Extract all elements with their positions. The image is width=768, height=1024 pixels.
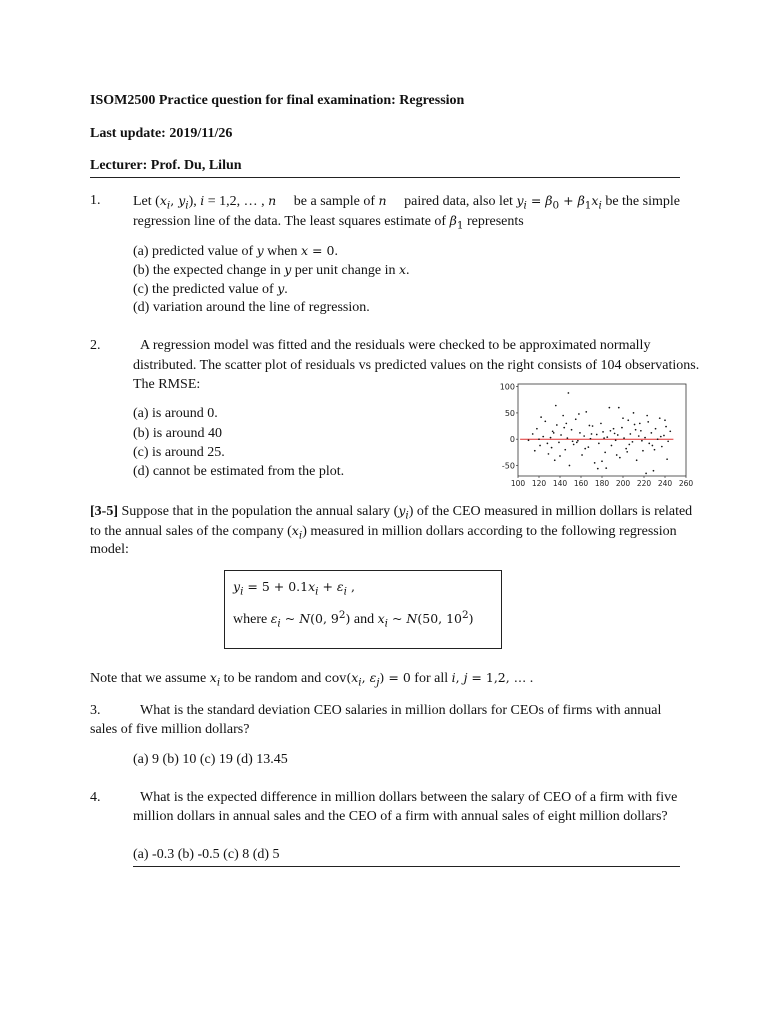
scatter-point: [552, 430, 554, 432]
q2-line1: A regression model was fitted and the residuals were checked to be approximated normally: [140, 338, 651, 353]
scatter-point: [653, 470, 655, 472]
plot-frame: [518, 384, 686, 476]
scatter-point: [559, 455, 561, 457]
scatter-point: [576, 442, 578, 444]
scatter-point: [657, 438, 659, 440]
scatter-point: [664, 419, 666, 421]
scatter-point: [538, 438, 540, 440]
scatter-point: [528, 439, 530, 441]
header-divider: [90, 177, 680, 178]
document-title: ISOM2500 Practice question for final examination: Regression: [90, 93, 465, 108]
scatter-point: [534, 450, 536, 452]
scatter-point: [619, 457, 621, 459]
scatter-point: [585, 411, 587, 413]
y-tick-label: 0: [509, 435, 515, 445]
scatter-point: [592, 425, 594, 427]
scatter-point: [618, 407, 620, 409]
x-tick-label: 100: [510, 479, 526, 488]
q4-line2: million dollars in annual sales and the CEO of a firm with annual sales of eight million dollars?: [133, 809, 668, 824]
scatter-point: [558, 442, 560, 444]
scatter-point: [573, 444, 575, 446]
q2-option-b: (b) is around 40: [133, 426, 223, 441]
scatter-point: [565, 423, 567, 425]
y-tick-label: 50: [504, 408, 515, 418]
q35-line2: to the annual sales of the company $(x_i)$ measured in million dollars according to the following regression: [90, 523, 677, 542]
scatter-point: [623, 437, 625, 439]
scatter-point: [615, 439, 617, 441]
scatter-point: [636, 459, 638, 461]
scatter-point: [564, 449, 566, 451]
q1-option-d: (d) variation around the line of regression.: [133, 300, 370, 315]
scatter-point: [594, 462, 596, 464]
scatter-point: [639, 423, 641, 425]
scatter-point: [644, 437, 646, 439]
scatter-point: [589, 425, 591, 427]
scatter-point: [550, 437, 552, 439]
scatter-point: [609, 407, 611, 409]
q1-line1: Let ($x_i$, $y_i$), i = 1,2, … , n be a sample of n paired data, also let $y_i = \beta_0 + \beta_1x_i$ be the simple: [133, 193, 680, 212]
q4-number: 4.: [90, 790, 101, 805]
scatter-point: [590, 438, 592, 440]
scatter-point: [584, 448, 586, 450]
scatter-point: [569, 465, 571, 467]
model-distribution: where $\varepsilon_i$ ~ N(0, $9^2$) and $x_i$ ~ N(50, $10^2$): [233, 609, 474, 630]
scatter-point: [655, 428, 657, 430]
scatter-point: [626, 451, 628, 453]
scatter-point: [567, 437, 569, 439]
q4-line1: What is the expected difference in million dollars between the salary of CEO of a firm with five: [140, 790, 678, 805]
q2-number: 2.: [90, 338, 101, 353]
scatter-point: [548, 453, 550, 455]
scatter-point: [666, 458, 668, 460]
scatter-point: [575, 418, 577, 420]
scatter-point: [601, 460, 603, 462]
q1-option-a: (a) predicted value of y when x = 0.: [133, 243, 338, 259]
scatter-point: [540, 416, 542, 418]
scatter-point: [554, 459, 556, 461]
scatter-point: [622, 417, 624, 419]
scatter-point: [630, 433, 632, 435]
scatter-point: [597, 468, 599, 470]
x-tick-label: 200: [615, 479, 631, 488]
q2-line3: The RMSE:: [133, 377, 201, 392]
scatter-point: [539, 445, 541, 447]
scatter-point: [611, 445, 613, 447]
x-tick-label: 120: [531, 479, 547, 488]
scatter-point: [642, 450, 644, 452]
scatter-point: [577, 440, 579, 442]
scatter-point: [605, 467, 607, 469]
scatter-point: [579, 432, 581, 434]
scatter-point: [667, 440, 669, 442]
scatter-point: [532, 433, 534, 435]
scatter-point: [625, 448, 627, 450]
scatter-point: [646, 415, 648, 417]
scatter-point: [647, 421, 649, 423]
scatter-point: [591, 433, 593, 435]
scatter-point: [581, 454, 583, 456]
q1-line2: regression line of the data. The least squares estimate of $\beta_1$ represents: [133, 213, 524, 232]
scatter-point: [627, 419, 629, 421]
scatter-point: [654, 449, 656, 451]
scatter-point: [635, 429, 637, 431]
scatter-point: [604, 451, 606, 453]
q3-options: (a) 9 (b) 10 (c) 19 (d) 13.45: [133, 752, 288, 767]
scatter-point: [606, 436, 608, 438]
model-equation: $y_i = 5 + 0.1x_i + \varepsilon_i$ ,: [233, 579, 355, 598]
scatter-point: [669, 430, 671, 432]
scatter-point: [542, 436, 544, 438]
q2-option-c: (c) is around 25.: [133, 445, 225, 460]
q2-option-d: (d) cannot be estimated from the plot.: [133, 464, 345, 479]
footer-divider: [133, 866, 680, 867]
scatter-point: [560, 434, 562, 436]
scatter-point: [562, 415, 564, 417]
scatter-point: [648, 443, 650, 445]
q3-line1: What is the standard deviation CEO salaries in million dollars for CEOs of firms with annual: [140, 703, 662, 718]
scatter-point: [553, 432, 555, 434]
scatter-point: [634, 424, 636, 426]
scatter-point: [651, 432, 653, 434]
scatter-point: [547, 443, 549, 445]
x-tick-label: 260: [678, 479, 694, 488]
q2-line2: distributed. The scatter plot of residuals vs predicted values on the right consists of 104 observations.: [133, 358, 700, 373]
scatter-point: [663, 435, 665, 437]
y-tick-label: -50: [501, 461, 515, 471]
x-tick-label: 240: [657, 479, 673, 488]
q1-number: 1.: [90, 193, 101, 208]
scatter-point: [578, 413, 580, 415]
scatter-point: [596, 434, 598, 436]
lecturer: Lecturer: Prof. Du, Lilun: [90, 158, 242, 173]
last-update: Last update: 2019/11/26: [90, 126, 233, 141]
x-tick-label: 220: [636, 479, 652, 488]
q35-line3: model:: [90, 542, 129, 557]
scatter-point: [610, 430, 612, 432]
scatter-point: [556, 424, 558, 426]
q35-line1: [3-5] Suppose that in the population the annual salary $(y_i)$ of the CEO measured in million dollars is related: [90, 503, 693, 522]
scatter-point: [600, 423, 602, 425]
q4-options: (a) -0.3 (b) -0.5 (c) 8 (d) 5: [133, 847, 280, 862]
scatter-point: [617, 434, 619, 436]
y-tick-label: 100: [499, 382, 515, 392]
scatter-point: [571, 429, 573, 431]
scatter-point: [568, 392, 570, 394]
scatter-point: [628, 444, 630, 446]
scatter-point: [598, 443, 600, 445]
scatter-point: [645, 473, 647, 475]
q35-note: Note that we assume $x_i$ to be random and $cov(x_i$, $\varepsilon_j) = 0$ for all i, j = 1,2, … .: [90, 670, 534, 689]
scatter-point: [621, 427, 623, 429]
scatter-point: [572, 440, 574, 442]
q1-option-c: (c) the predicted value of y.: [133, 281, 288, 297]
x-tick-label: 140: [552, 479, 568, 488]
q1-option-b: (b) the expected change in y per unit change in x.: [133, 262, 410, 278]
scatter-point: [659, 417, 661, 419]
scatter-point: [602, 431, 604, 433]
scatter-point: [640, 430, 642, 432]
scatter-point: [583, 435, 585, 437]
scatter-point: [632, 441, 634, 443]
scatter-point: [616, 454, 618, 456]
model-formula-box: [224, 570, 502, 649]
scatter-point: [665, 426, 667, 428]
scatter-point: [613, 428, 615, 430]
scatter-point: [555, 405, 557, 407]
scatter-point: [641, 440, 643, 442]
scatter-point: [588, 446, 590, 448]
scatter-point: [633, 412, 635, 414]
x-tick-label: 160: [573, 479, 589, 488]
residual-scatter-plot: [499, 380, 694, 492]
scatter-point: [661, 446, 663, 448]
scatter-point: [603, 437, 605, 439]
scatter-point: [551, 447, 553, 449]
q3-number: 3.: [90, 703, 101, 718]
scatter-point: [536, 428, 538, 430]
scatter-point: [563, 427, 565, 429]
scatter-point: [614, 433, 616, 435]
scatter-point: [638, 435, 640, 437]
x-tick-label: 180: [594, 479, 610, 488]
scatter-point: [660, 436, 662, 438]
scatter-point: [544, 420, 546, 422]
scatter-point: [652, 445, 654, 447]
q2-option-a: (a) is around 0.: [133, 406, 218, 421]
q3-line2: sales of five million dollars?: [90, 722, 250, 737]
